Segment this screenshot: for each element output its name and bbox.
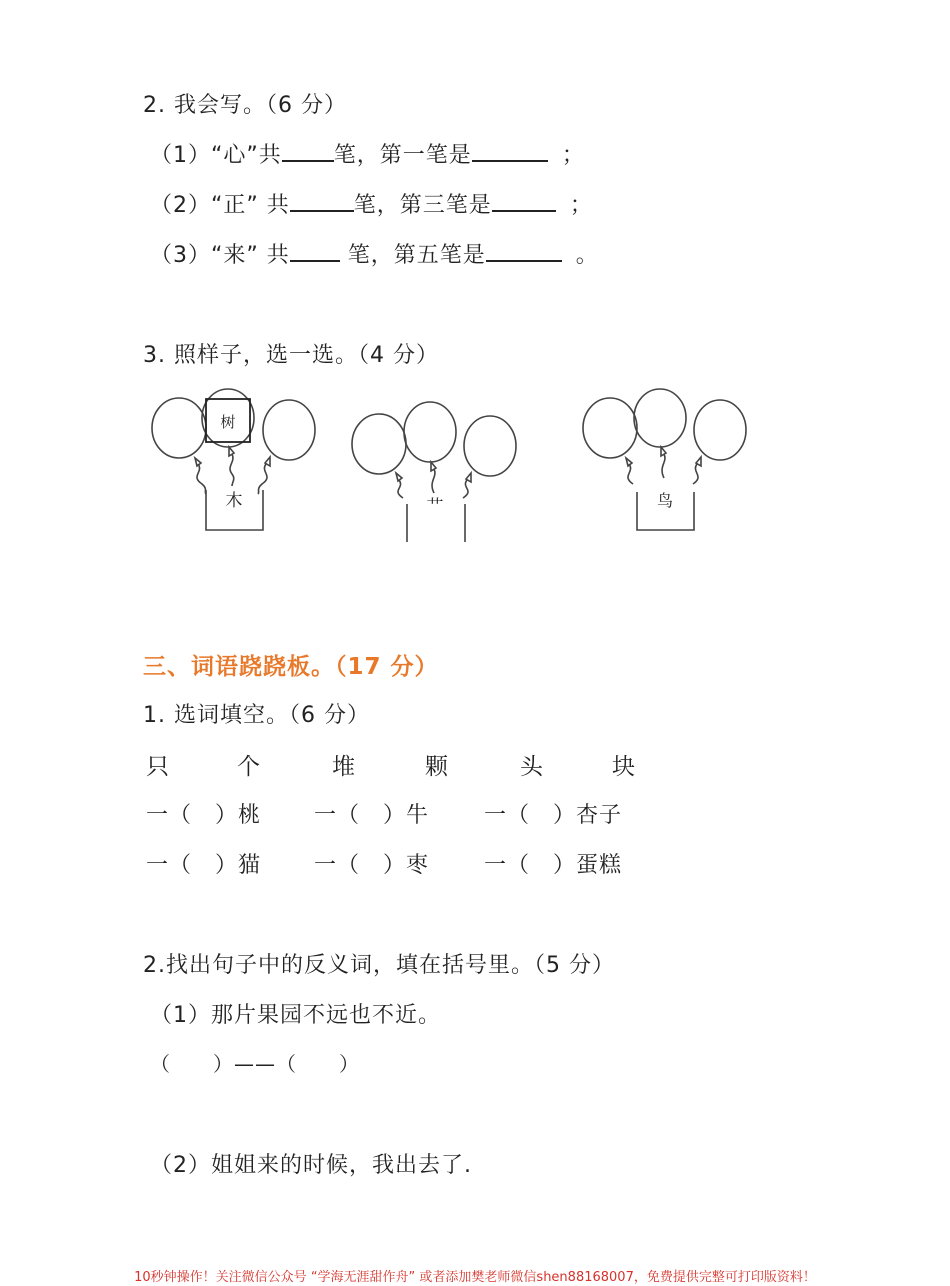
base-char-3: 鸟 — [656, 491, 674, 510]
balloon-figure — [0, 380, 950, 550]
fill-item-2-3[interactable]: 一（ ）蛋糕 — [484, 853, 623, 878]
balloon-label-1: 树 — [220, 413, 236, 431]
fill-item-1-3[interactable]: 一（ ）杏子 — [484, 803, 623, 828]
balloon-group-2 — [352, 402, 516, 542]
word-bank-1: 个 — [237, 754, 261, 780]
word-bank-2: 堆 — [332, 754, 356, 780]
section-3-title: 三、词语跷跷板。（17 分） — [143, 654, 439, 680]
q2-item-3-blank-2[interactable] — [486, 242, 562, 262]
q2-item-3-prefix: （3）“来” 共 — [150, 243, 290, 268]
balloon-icon — [464, 416, 516, 476]
q2-item-1-blank-2[interactable] — [472, 142, 548, 162]
q2-item-3-end: 。 — [575, 243, 599, 268]
s3-question-2-title: 2.找出句子中的反义词，填在括号里。（5 分） — [143, 953, 615, 978]
balloon-icon — [404, 402, 456, 462]
q2-item-2-blank-2[interactable] — [492, 192, 556, 212]
footer-notice: 10秒钟操作！关注微信公众号 “学海无涯甜作舟” 或者添加樊老师微信shen88168007，免费提供完整可打印版资料！ — [134, 1270, 816, 1285]
q2-item-1 — [150, 138, 585, 169]
word-bank-4: 头 — [520, 754, 544, 780]
fill-item-1-2[interactable]: 一（ ）牛 — [314, 803, 430, 828]
q2-item-1-blank-1[interactable] — [282, 142, 334, 162]
s3-question-1-title: 1. 选词填空。（6 分） — [143, 703, 370, 728]
balloon-icon — [352, 414, 406, 474]
q2-item-1-mid: 笔，第一笔是 — [333, 143, 472, 168]
balloon-icon — [263, 400, 315, 460]
word-bank-5: 块 — [612, 754, 636, 780]
fill-item-1-1[interactable]: 一（ ）桃 — [146, 803, 262, 828]
fill-item-2-2[interactable]: 一（ ）枣 — [314, 853, 430, 878]
balloon-icon — [634, 389, 686, 447]
fill-item-2-1[interactable]: 一（ ）猫 — [146, 853, 262, 878]
q2-item-1-prefix: （1）“心”共 — [150, 143, 282, 168]
question-2-title: 2. 我会写。（6 分） — [143, 93, 347, 118]
word-bank-0: 只 — [146, 754, 170, 780]
q2-item-3-mid: 笔，第五笔是 — [339, 243, 486, 268]
s3q2-item-1: （1）那片果园不远也不近。 — [150, 1003, 441, 1028]
balloon-icon — [694, 400, 746, 460]
q2-item-2-mid: 笔，第三笔是 — [353, 193, 492, 218]
base-char-2: 艹 — [426, 497, 444, 517]
q2-item-2 — [150, 188, 593, 219]
q2-item-3-blank-1[interactable] — [290, 242, 340, 262]
base-char-1: 木 — [225, 491, 243, 511]
question-3-title: 3. 照样子，选一选。（4 分） — [143, 343, 439, 368]
balloon-icon — [583, 398, 637, 458]
balloon-icon — [152, 398, 206, 458]
q2-item-2-end: ； — [569, 193, 593, 218]
antonym-answer-line[interactable]: （ ）——（ ） — [150, 1052, 360, 1076]
q2-item-2-blank-1[interactable] — [290, 192, 354, 212]
word-bank-3: 颗 — [425, 754, 449, 780]
q2-item-3 — [150, 238, 599, 269]
q2-item-2-prefix: （2）“正” 共 — [150, 193, 290, 218]
q2-item-1-end: ； — [561, 143, 585, 168]
s3q2-item-2: （2）姐姐来的时候，我出去了. — [150, 1153, 472, 1178]
